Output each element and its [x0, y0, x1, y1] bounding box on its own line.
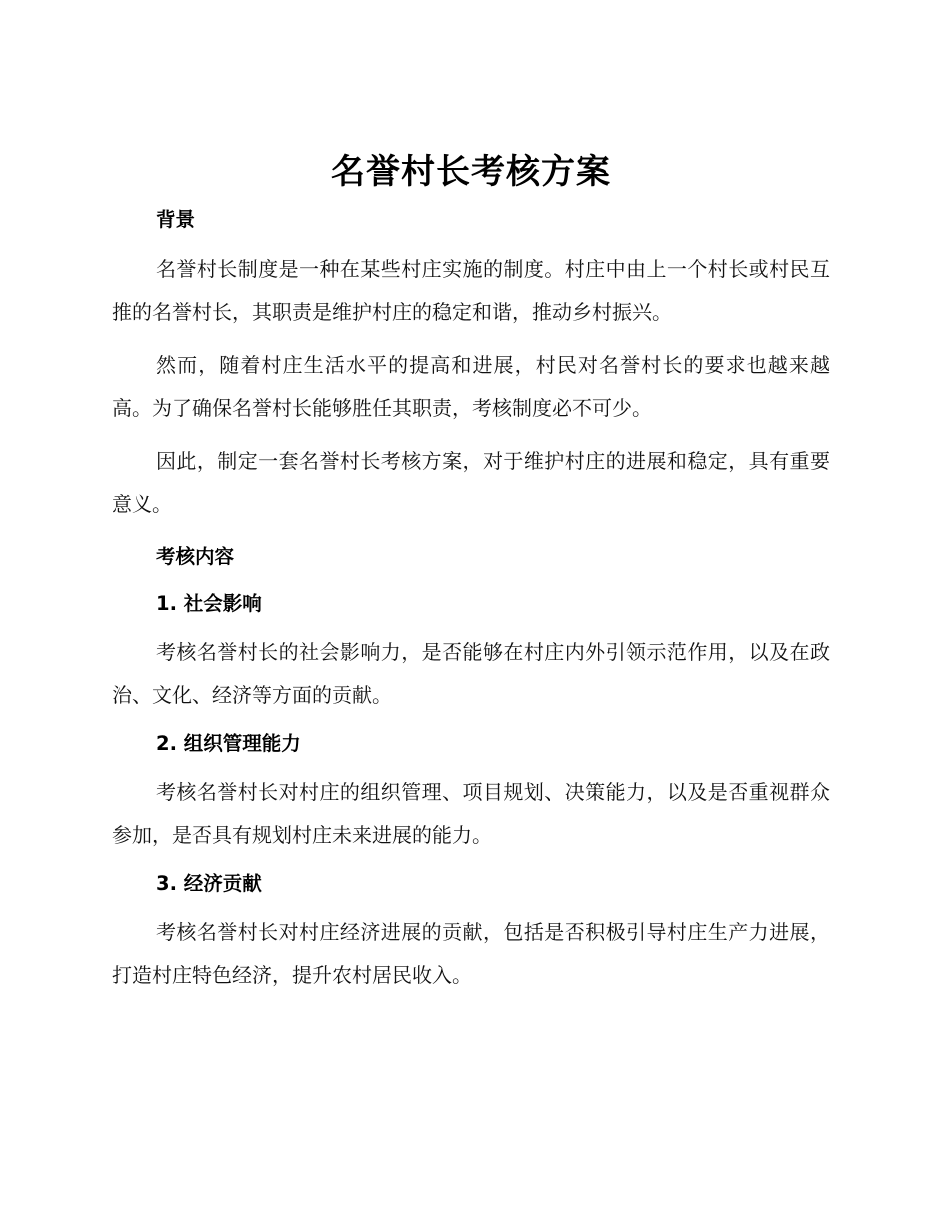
item-text-social-impact: 考核名誉村长的社会影响力，是否能够在村庄内外引领示范作用，以及在政治、文化、经济等方面的贡献。 — [112, 640, 830, 707]
background-paragraph-1: 名誉村长制度是一种在某些村庄实施的制度。村庄中由上一个村长或村民互推的名誉村长，其职责是维护村庄的稳定和谐，推动乡村振兴。 — [112, 257, 830, 324]
item-text-organization: 考核名誉村长对村庄的组织管理、项目规划、决策能力，以及是否重视群众参加，是否具有规划村庄未来进展的能力。 — [112, 780, 830, 847]
background-paragraph-2: 然而，随着村庄生活水平的提高和进展，村民对名誉村长的要求也越来越高。为了确保名誉村长能够胜任其职责，考核制度必不可少。 — [112, 353, 830, 420]
document-title: 名誉村长考核方案 — [331, 152, 611, 192]
section-heading-content: 考核内容 — [156, 545, 235, 568]
item-heading-organization: 2. 组织管理能力 — [156, 732, 301, 755]
item-heading-social-impact: 1. 社会影响 — [156, 592, 262, 615]
item-heading-economic: 3. 经济贡献 — [156, 872, 262, 895]
section-heading-background: 背景 — [156, 208, 196, 231]
document-content — [112, 150, 830, 997]
background-paragraph-3: 因此，制定一套名誉村长考核方案，对于维护村庄的进展和稳定，具有重要意义。 — [112, 449, 830, 516]
item-text-economic: 考核名誉村长对村庄经济进展的贡献，包括是否积极引导村庄生产力进展，打造村庄特色经济，提升农村居民收入。 — [112, 920, 830, 987]
